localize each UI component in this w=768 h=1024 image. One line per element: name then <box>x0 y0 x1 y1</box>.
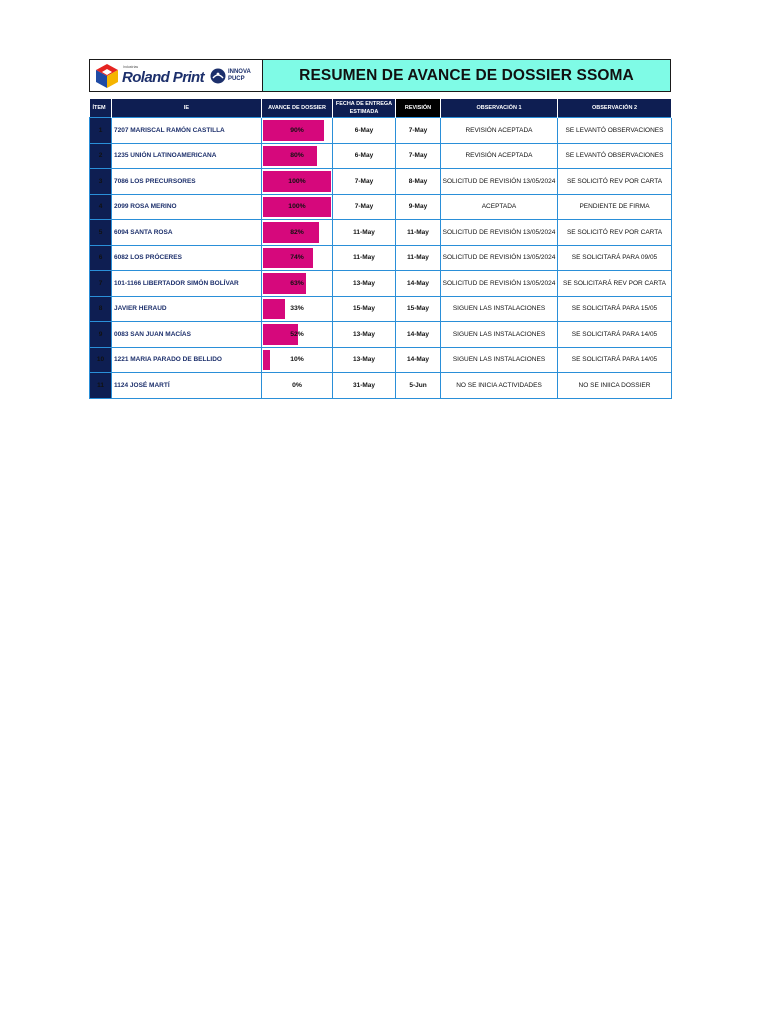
observacion-1: NO SE INICIA ACTIVIDADES <box>441 373 558 399</box>
avance-cell <box>262 194 333 220</box>
avance-percent: 100% <box>288 203 306 211</box>
table-row <box>90 143 672 169</box>
observacion-1: SOLICITUD DE REVISIÓN 13/05/2024 <box>441 271 558 297</box>
table-row <box>90 169 672 195</box>
observacion-1: SOLICITUD DE REVISIÓN 13/05/2024 <box>441 245 558 271</box>
innova-circle-icon <box>210 68 226 84</box>
progress-bar-fill <box>263 350 270 371</box>
revision-date: 11-May <box>396 245 441 271</box>
avance-cell <box>262 296 333 322</box>
fecha-entrega: 7-May <box>333 169 396 195</box>
fecha-entrega: 13-May <box>333 271 396 297</box>
item-number: 4 <box>90 194 112 220</box>
item-number: 8 <box>90 296 112 322</box>
avance-cell <box>262 271 333 297</box>
avance-cell <box>262 220 333 246</box>
innova-pucp-logo <box>210 68 251 84</box>
observacion-1: SIGUEN LAS INSTALACIONES <box>441 347 558 373</box>
ie-name: 7207 MARISCAL RAMÓN CASTILLA <box>112 118 262 144</box>
page-title: RESUMEN DE AVANCE DE DOSSIER SSOMA <box>299 66 634 84</box>
col-header-revision: REVISIÓN <box>396 99 441 118</box>
avance-cell <box>262 373 333 399</box>
table-row <box>90 194 672 220</box>
revision-date: 14-May <box>396 271 441 297</box>
table-row <box>90 347 672 373</box>
observacion-2: SE SOLICITARÁ PARA 14/05 <box>558 322 672 348</box>
fecha-entrega: 6-May <box>333 143 396 169</box>
ie-name: 1235 UNIÓN LATINOAMERICANA <box>112 143 262 169</box>
avance-percent: 33% <box>290 305 304 313</box>
item-number: 3 <box>90 169 112 195</box>
ie-name: 1221 MARIA PARADO DE BELLIDO <box>112 347 262 373</box>
col-header-item: ÍTEM <box>90 99 112 118</box>
roland-small-text: Industrias <box>123 65 139 70</box>
fecha-entrega: 7-May <box>333 194 396 220</box>
avance-cell <box>262 245 333 271</box>
avance-cell <box>262 347 333 373</box>
item-number: 10 <box>90 347 112 373</box>
fecha-entrega: 11-May <box>333 245 396 271</box>
observacion-1: REVISIÓN ACEPTADA <box>441 143 558 169</box>
roland-print-wordmark <box>122 66 204 85</box>
revision-date: 8-May <box>396 169 441 195</box>
avance-percent: 74% <box>290 254 304 262</box>
observacion-2: NO SE INIICA DOSSIER <box>558 373 672 399</box>
col-header-ie: IE <box>112 99 262 118</box>
item-number: 5 <box>90 220 112 246</box>
col-header-fecha-line1: FECHA DE ENTREGA <box>335 100 393 107</box>
ie-name: 7086 LOS PRECURSORES <box>112 169 262 195</box>
avance-percent: 90% <box>290 126 304 134</box>
observacion-2: SE SOLICITARÁ PARA 15/05 <box>558 296 672 322</box>
roland-print-logo-icon <box>96 64 118 88</box>
avance-cell <box>262 322 333 348</box>
ie-name: 2099 ROSA MERINO <box>112 194 262 220</box>
revision-date: 5-Jun <box>396 373 441 399</box>
logo-area <box>90 60 263 91</box>
revision-date: 9-May <box>396 194 441 220</box>
table-row <box>90 220 672 246</box>
ie-name: 0083 SAN JUAN MACÍAS <box>112 322 262 348</box>
avance-percent: 52% <box>290 330 304 338</box>
revision-date: 7-May <box>396 118 441 144</box>
avance-cell <box>262 118 333 144</box>
roland-name: Roland Print <box>122 68 204 86</box>
item-number: 9 <box>90 322 112 348</box>
revision-date: 14-May <box>396 347 441 373</box>
observacion-1: SOLICITUD DE REVISIÓN 13/05/2024 <box>441 220 558 246</box>
item-number: 2 <box>90 143 112 169</box>
table-row <box>90 296 672 322</box>
ie-name: 1124 JOSÉ MARTÍ <box>112 373 262 399</box>
observacion-2: PENDIENTE DE FIRMA <box>558 194 672 220</box>
ie-name: 101-1166 LIBERTADOR SIMÓN BOLÍVAR <box>112 271 262 297</box>
observacion-1: SIGUEN LAS INSTALACIONES <box>441 296 558 322</box>
observacion-2: SE SOLICITÓ REV POR CARTA <box>558 169 672 195</box>
observacion-2: SE LEVANTÓ OBSERVACIONES <box>558 143 672 169</box>
col-header-avance: AVANCE DE DOSSIER <box>262 99 333 118</box>
fecha-entrega: 6-May <box>333 118 396 144</box>
progress-bar-fill <box>263 299 285 320</box>
avance-percent: 82% <box>290 228 304 236</box>
table-row <box>90 322 672 348</box>
observacion-1: REVISIÓN ACEPTADA <box>441 118 558 144</box>
avance-cell <box>262 143 333 169</box>
avance-percent: 10% <box>290 356 304 364</box>
col-header-fecha-line2: ESTIMADA <box>349 109 379 115</box>
report-header <box>89 59 671 92</box>
dossier-table <box>89 99 672 399</box>
progress-bar-fill <box>263 248 313 269</box>
observacion-1: SOLICITUD DE REVISIÓN 13/05/2024 <box>441 169 558 195</box>
observacion-2: SE SOLICITARÁ REV POR CARTA <box>558 271 672 297</box>
item-number: 1 <box>90 118 112 144</box>
col-header-obs2: OBSERVACIÓN 2 <box>558 99 672 118</box>
fecha-entrega: 11-May <box>333 220 396 246</box>
innova-text: INNOVA <box>227 69 251 76</box>
revision-date: 11-May <box>396 220 441 246</box>
table-row <box>90 373 672 399</box>
revision-date: 15-May <box>396 296 441 322</box>
pucp-text: PUCP <box>227 75 245 82</box>
table-row <box>90 245 672 271</box>
fecha-entrega: 13-May <box>333 322 396 348</box>
observacion-2: SE SOLICITARÁ PARA 09/05 <box>558 245 672 271</box>
observacion-1: SIGUEN LAS INSTALACIONES <box>441 322 558 348</box>
avance-cell <box>262 169 333 195</box>
revision-date: 7-May <box>396 143 441 169</box>
fecha-entrega: 15-May <box>333 296 396 322</box>
observacion-2: SE LEVANTÓ OBSERVACIONES <box>558 118 672 144</box>
table-row <box>90 271 672 297</box>
item-number: 7 <box>90 271 112 297</box>
observacion-2: SE SOLICITÓ REV POR CARTA <box>558 220 672 246</box>
avance-percent: 0% <box>292 381 302 389</box>
observacion-1: ACEPTADA <box>441 194 558 220</box>
ie-name: 6082 LOS PRÓCERES <box>112 245 262 271</box>
col-header-obs1: OBSERVACIÓN 1 <box>441 99 558 118</box>
title-cell <box>263 60 670 91</box>
item-number: 6 <box>90 245 112 271</box>
ie-name: JAVIER HERAUD <box>112 296 262 322</box>
item-number: 11 <box>90 373 112 399</box>
revision-date: 14-May <box>396 322 441 348</box>
avance-percent: 80% <box>290 152 304 160</box>
col-header-fecha <box>333 99 396 118</box>
ie-name: 6094 SANTA ROSA <box>112 220 262 246</box>
fecha-entrega: 13-May <box>333 347 396 373</box>
table-row <box>90 118 672 144</box>
observacion-2: SE SOLICITARÁ PARA 14/05 <box>558 347 672 373</box>
avance-percent: 100% <box>288 177 306 185</box>
avance-percent: 63% <box>290 279 304 287</box>
fecha-entrega: 31-May <box>333 373 396 399</box>
table-header-row <box>90 99 672 118</box>
